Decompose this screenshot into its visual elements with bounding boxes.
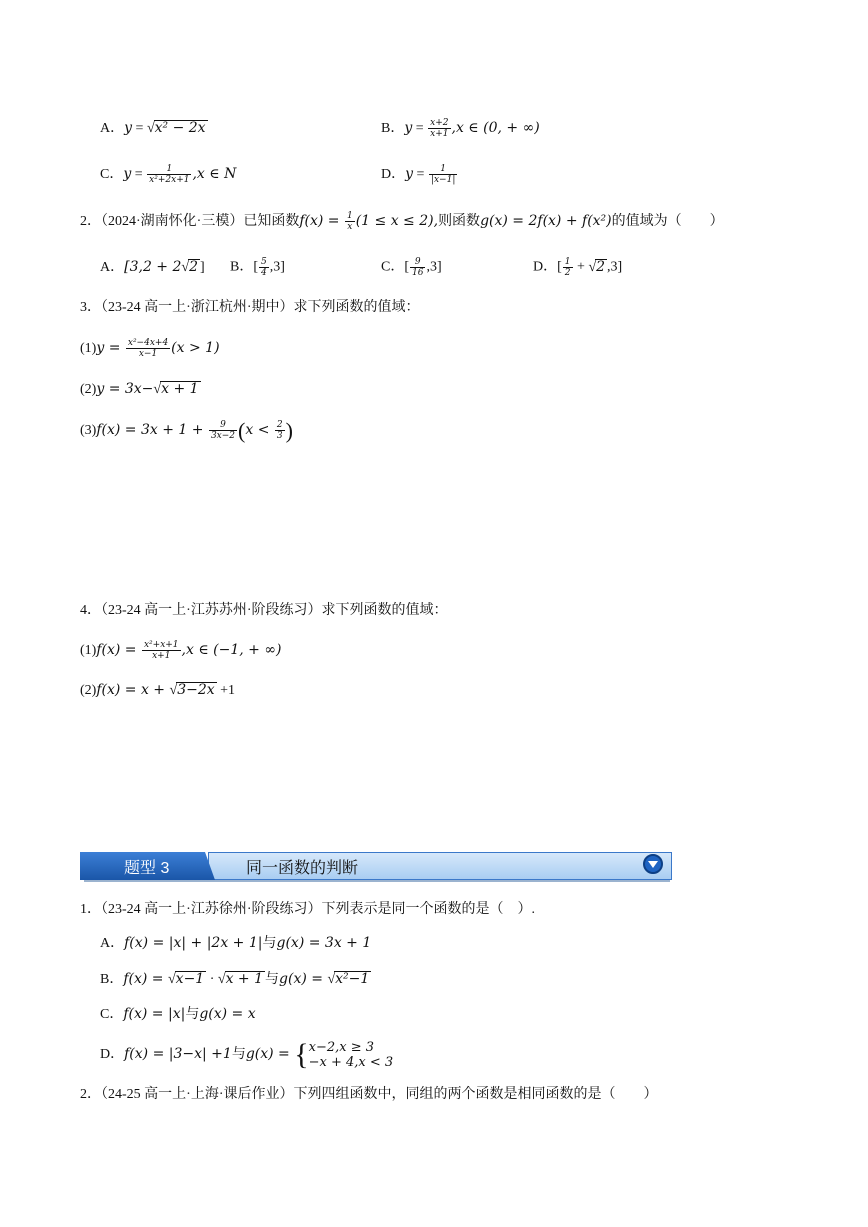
- math-expr: f(x) = x +: [96, 682, 170, 698]
- piecewise-cases: [309, 1040, 394, 1070]
- part-label: (1): [80, 643, 97, 658]
- fraction: [259, 257, 269, 278]
- fraction: [126, 338, 170, 359]
- question-source: （23-24 高一上·江苏苏州·阶段练习）: [101, 603, 322, 618]
- question-source: （23-24 高一上·江苏徐州·阶段练习）: [101, 902, 322, 917]
- denominator: 3x−2: [210, 431, 236, 442]
- sqrt-icon: √: [217, 972, 226, 987]
- question-source: （23-24 高一上·浙江杭州·期中）: [101, 300, 294, 315]
- math-expr: [3,2 + 2: [124, 259, 182, 275]
- s1-option-d: [100, 1040, 393, 1070]
- math-expr: g(x) = x: [199, 1006, 256, 1022]
- question-source: （2024·湖南怀化·三模）: [101, 214, 244, 229]
- s1-option-a: [100, 933, 371, 954]
- denominator: 3: [276, 431, 283, 442]
- q2-option-d: [533, 257, 622, 278]
- numerator: x²+x+1: [143, 640, 179, 651]
- denominator: 4: [261, 268, 267, 278]
- q3-part-2: [80, 379, 201, 400]
- section-tag: 题型 3: [124, 860, 170, 877]
- denominator: |x−1|: [430, 175, 456, 186]
- numerator: 1: [147, 164, 191, 175]
- math-var: y: [124, 120, 133, 136]
- radicand: x + 1: [225, 971, 264, 987]
- math-expr: f(x) = |x| + |2x + 1|: [124, 935, 263, 951]
- s1-stem: [80, 900, 535, 920]
- math-expr: (x > 1): [171, 340, 220, 356]
- s2-stem: [80, 1085, 658, 1105]
- option-label: C．: [100, 167, 124, 182]
- math-expr: f(x) =: [96, 642, 141, 658]
- q2-option-a: [100, 257, 205, 278]
- q1-option-d: [381, 164, 458, 185]
- denominator: 2: [564, 268, 571, 278]
- math-op: =: [413, 167, 428, 182]
- math-expr: y = 3x−: [96, 381, 154, 397]
- sqrt-icon: √: [181, 260, 190, 275]
- fraction: [275, 420, 285, 441]
- math-expr: g(x) =: [245, 1046, 295, 1063]
- stem-text: 则函数: [438, 214, 481, 229]
- right-paren: ): [285, 417, 293, 443]
- math-expr: y =: [96, 340, 125, 356]
- part-label: (3): [80, 423, 97, 438]
- sqrt-icon: √: [146, 121, 155, 136]
- stem-text: 下列表示是同一个函数的是（ ）.: [321, 902, 535, 917]
- q2-option-b: [230, 257, 285, 278]
- math-expr: x <: [245, 422, 274, 438]
- numerator: 9: [209, 420, 237, 431]
- stem-text: 求下列函数的值域：: [321, 603, 448, 618]
- case-2: −x + 4,x < 3: [308, 1055, 394, 1070]
- chevron-down-icon[interactable]: [643, 854, 663, 874]
- option-label: B．: [100, 972, 124, 987]
- numerator: 2: [276, 420, 283, 431]
- math-op: ·: [206, 972, 218, 987]
- q4-stem: [80, 601, 448, 621]
- math-var: y: [404, 120, 413, 136]
- numerator: x²−4x+4: [127, 338, 169, 349]
- radicand: x + 1: [161, 381, 199, 397]
- question-source: （24-25 高一上·上海·课后作业）: [101, 1087, 294, 1102]
- math-expr: f(x) = 3x + 1 +: [96, 422, 208, 438]
- math-tail: ,x ∈ N: [192, 166, 237, 182]
- radicand: x²−1: [335, 971, 370, 987]
- stem-text: 求下列函数的值域：: [293, 300, 420, 315]
- s1-option-b: [100, 969, 371, 990]
- stem-text: 的值域为（ ）: [611, 214, 724, 229]
- q3-part-1: [80, 338, 220, 359]
- numerator: 5: [261, 257, 267, 267]
- radicand: x² − 2x: [154, 120, 206, 136]
- part-label: (2): [80, 382, 97, 397]
- math-expr: +1: [216, 683, 236, 698]
- stem-text: 下列四组函数中，同组的两个函数是相同函数的是（ ）: [293, 1087, 658, 1102]
- left-brace-icon: {: [294, 1038, 309, 1071]
- numerator: 1: [346, 211, 353, 222]
- q1-option-a: [100, 118, 208, 139]
- math-op: =: [412, 121, 428, 136]
- math-var: y: [123, 166, 132, 182]
- math-expr: g(x) = 3x + 1: [276, 935, 372, 951]
- option-label: C．: [381, 259, 405, 275]
- question-number: 1．: [80, 902, 101, 917]
- option-label: A．: [100, 121, 125, 136]
- q2-stem: [80, 211, 724, 232]
- fraction: [429, 164, 457, 185]
- math-op: +: [573, 259, 589, 275]
- math-tail: ,x ∈ (0, + ∞): [451, 120, 540, 136]
- fraction: [563, 257, 573, 278]
- math-expr: ,x ∈ (−1, + ∞): [181, 642, 282, 658]
- denominator: x+1: [430, 129, 449, 140]
- conj-text: 与: [265, 972, 280, 987]
- q1-option-b: [381, 118, 540, 139]
- numerator: 1: [429, 164, 457, 175]
- fraction: [142, 640, 181, 661]
- math-expr: [: [404, 259, 410, 275]
- math-expr: ]: [200, 260, 205, 275]
- math-op: =: [131, 167, 147, 182]
- q3-stem: [80, 298, 420, 318]
- math-var: y: [405, 166, 414, 182]
- math-expr: ,3]: [607, 259, 623, 275]
- numerator: 1: [564, 257, 571, 267]
- fraction: [147, 164, 191, 185]
- math-expr: g(x) =: [279, 971, 328, 987]
- math-expr: [: [253, 259, 259, 275]
- fraction: [209, 420, 237, 441]
- case-1: x−2,x ≥ 3: [308, 1040, 375, 1055]
- radicand: x−1: [175, 971, 205, 987]
- radicand: 2: [596, 258, 606, 275]
- sqrt-icon: √: [167, 972, 176, 987]
- denominator: x−1: [138, 349, 158, 360]
- question-number: 3．: [80, 300, 101, 315]
- sqrt-icon: √: [588, 259, 597, 275]
- fraction: [345, 211, 355, 232]
- sqrt-icon: √: [153, 382, 162, 397]
- s1-option-c: [100, 1004, 256, 1025]
- radicand: 2: [189, 259, 198, 275]
- part-label: (1): [80, 341, 97, 356]
- numerator: 9: [410, 257, 425, 268]
- option-label: A．: [100, 260, 125, 275]
- section-title: 同一函数的判断: [246, 860, 359, 877]
- option-label: B．: [381, 121, 405, 136]
- math-expr: (1 ≤ x ≤ 2),: [355, 213, 439, 229]
- conj-text: 与: [185, 1007, 200, 1022]
- denominator: 16: [412, 268, 424, 278]
- fraction: [428, 118, 450, 139]
- math-expr: ,3]: [426, 259, 442, 275]
- sqrt-icon: √: [169, 683, 178, 698]
- option-label: C．: [100, 1007, 124, 1022]
- q2-option-c: [381, 257, 442, 278]
- radicand: 3−2x: [177, 682, 215, 698]
- q4-part-1: [80, 640, 281, 661]
- option-label: A．: [100, 936, 125, 951]
- stem-text: 已知函数: [243, 214, 300, 229]
- question-number: 4．: [80, 603, 101, 618]
- conj-text: 与: [262, 936, 277, 951]
- numerator: x+2: [430, 118, 449, 129]
- fraction: [410, 257, 425, 278]
- q1-option-c: [100, 164, 236, 185]
- part-label: (2): [80, 683, 97, 698]
- math-op: =: [132, 121, 147, 136]
- option-label: D．: [533, 259, 558, 275]
- question-number: 2．: [80, 214, 101, 229]
- conj-text: 与: [231, 1047, 246, 1063]
- sqrt-icon: √: [327, 972, 336, 987]
- question-number: 2．: [80, 1087, 101, 1102]
- section-banner: [80, 852, 670, 882]
- math-expr: f(x) =: [123, 971, 168, 987]
- option-label: D．: [381, 167, 406, 182]
- option-label: D．: [100, 1047, 125, 1063]
- denominator: x+1: [152, 651, 171, 662]
- math-expr: [: [557, 259, 562, 275]
- q4-part-2: [80, 680, 235, 701]
- denominator: x²+2x+1: [149, 175, 190, 186]
- denominator: x: [347, 222, 353, 233]
- left-paren: (: [238, 417, 246, 443]
- math-expr: ,3]: [269, 259, 285, 275]
- q3-part-3: [80, 417, 293, 443]
- math-expr: g(x) = 2f(x) + f(x²): [480, 213, 612, 229]
- option-label: B．: [230, 259, 254, 275]
- math-expr: f(x) = |3−x| +1: [124, 1046, 232, 1063]
- math-expr: f(x) = |x|: [123, 1006, 186, 1022]
- math-expr: f(x) =: [299, 213, 344, 229]
